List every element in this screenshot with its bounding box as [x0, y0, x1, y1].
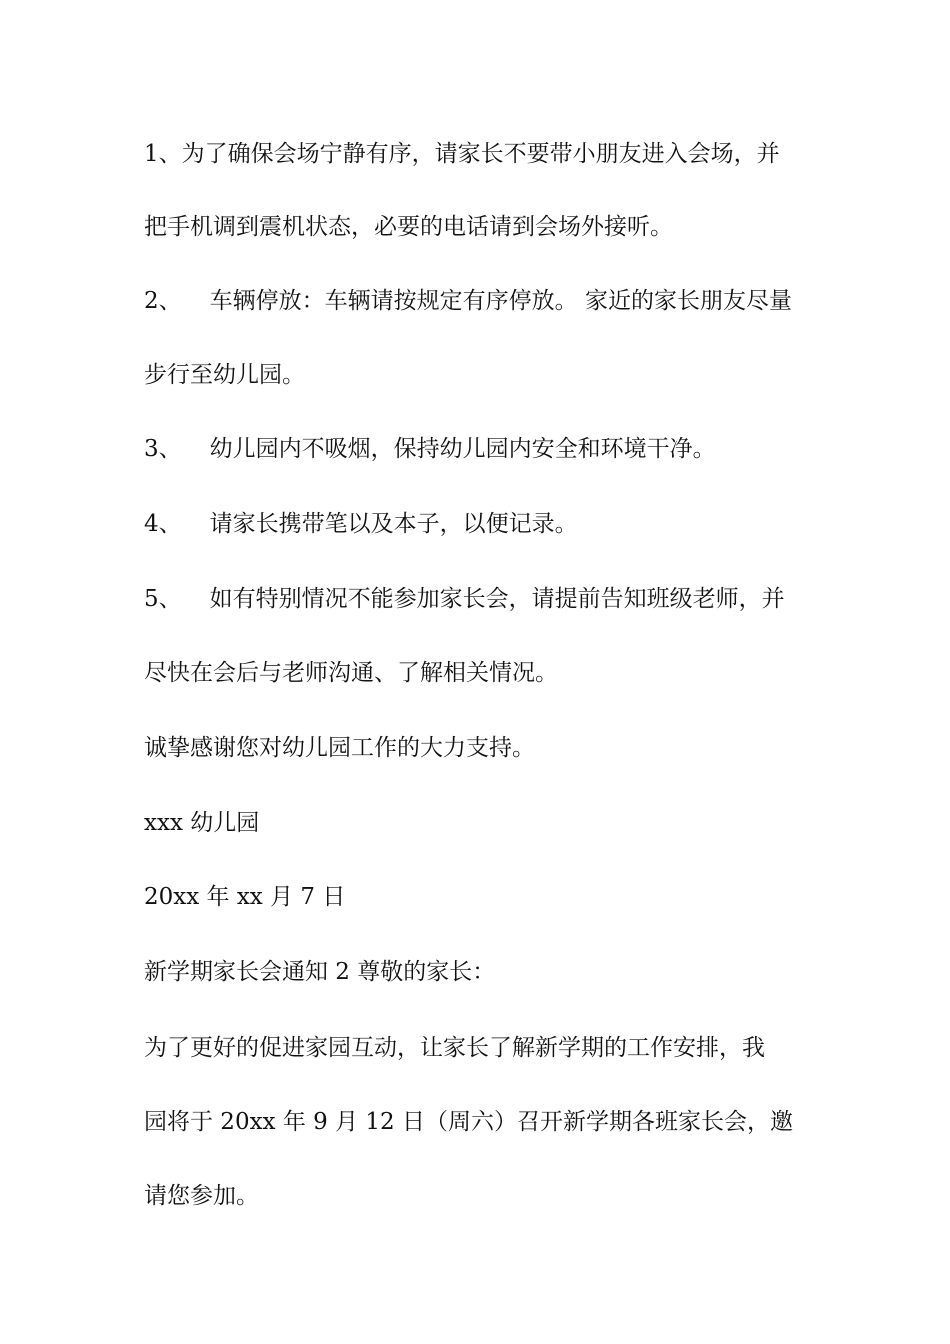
- notice-item-2-line-1: [144, 286, 792, 316]
- notice-2-paragraph-line-1: 为了更好的促进家园互动，让家长了解新学期的工作安排，我: [144, 1035, 765, 1061]
- item-text: 车辆停放：车辆请按规定有序停放。 家近的家长朋友尽量: [209, 288, 792, 314]
- item-text: 请家长携带笔以及本子，以便记录。: [209, 511, 578, 537]
- notice-item-1-line-1: 1、为了确保会场宁静有序，请家长不要带小朋友进入会场，并: [144, 141, 780, 167]
- signature-date: 20xx 年 xx 月 7 日: [144, 884, 346, 910]
- notice-2-paragraph-line-3: 请您参加。: [144, 1183, 259, 1209]
- notice-2-heading: 新学期家长会通知 2 尊敬的家长：: [144, 959, 496, 985]
- notice-item-1-line-2: 把手机调到震机状态，必要的电话请到会场外接听。: [144, 214, 673, 240]
- notice-item-5-line-2: 尽快在会后与老师沟通、了解相关情况。: [144, 660, 558, 686]
- thanks-line: 诚挚感谢您对幼儿园工作的大力支持。: [144, 735, 535, 761]
- item-text: 幼儿园内不吸烟，保持幼儿园内安全和环境干净。: [209, 436, 716, 462]
- item-number: 5、: [144, 586, 182, 612]
- notice-item-5-line-1: [144, 584, 785, 614]
- item-number: 3、: [144, 436, 182, 462]
- item-number: 2、: [144, 288, 182, 314]
- item-number: 4、: [144, 511, 182, 537]
- item-text: 如有特别情况不能参加家长会，请提前告知班级老师，并: [209, 586, 785, 612]
- notice-item-4: [144, 509, 578, 539]
- signature-org: xxx 幼儿园: [144, 810, 260, 836]
- notice-item-3: [144, 434, 716, 464]
- notice-2-paragraph-line-2: 园将于 20xx 年 9 月 12 日（周六）召开新学期各班家长会，邀: [144, 1109, 793, 1135]
- notice-item-2-line-2: 步行至幼儿园。: [144, 362, 305, 388]
